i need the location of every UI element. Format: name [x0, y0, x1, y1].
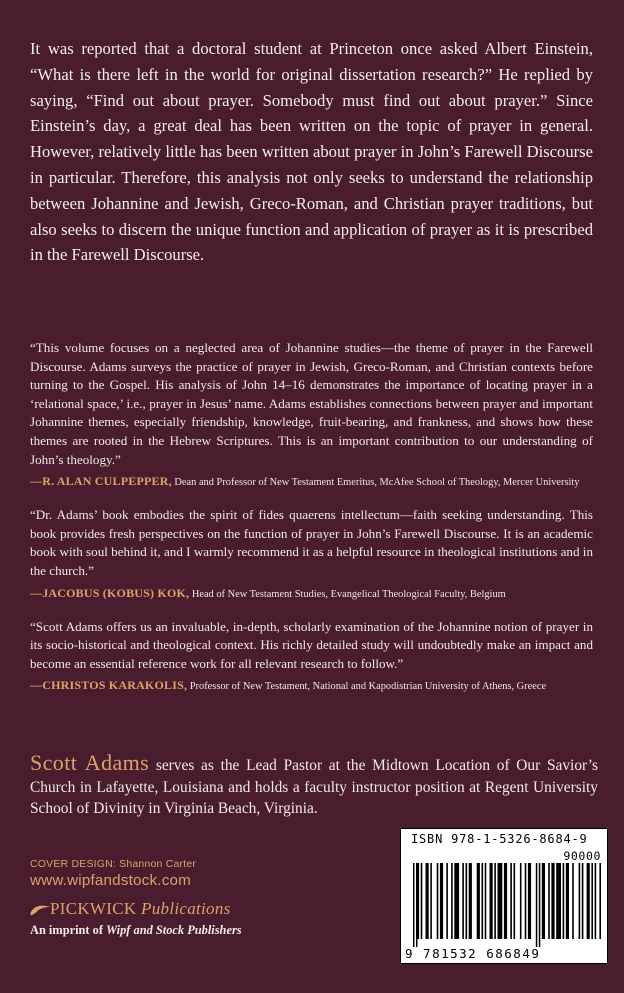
endorsement-quote: “This volume focuses on a neglected area of Johannine studies—the theme of prayer in the Farewell Discourse. Adams surveys the practice of prayer in Jewish, Greco-Roman, and Christian contexts before turning to the Gospel. His analysis of John 14–16 demonstrates the importance of locating prayer in a ‘relational space,’ i.e., prayer in Jesus’ name. Adams establishes connections between prayer and important Johannine themes, especially friendship, knowledge, fruit-bearing, and frankness, and shows how these themes are rooted in the Hebrew Scriptures. This is an important contribution to our understanding of John’s theology.” [30, 340, 593, 467]
publisher-website: www.wipfandstock.com [30, 872, 191, 889]
publisher-name-italic: Publications [141, 899, 231, 918]
price-code: 90000 [563, 849, 601, 863]
endorser-title: Professor of New Testament, National and Kapodistrian University of Athens, Greece [189, 681, 547, 693]
imprint-line [30, 923, 242, 938]
barcode-bars [411, 863, 601, 949]
publisher-name-caps: PICKWICK [50, 899, 137, 918]
book-description: It was reported that a doctoral student at Princeton once asked Albert Einstein, “What is there left in the world for original dissertation research?” He replied by saying, “Find out about prayer. Somebody must find out about prayer.” Since Einstein’s day, a great deal has been written on the topic of prayer in general. However, relatively little has been written about prayer in John’s Farewell Discourse in particular. Therefore, this analysis not only seeks to understand the relationship between Johannine and Jewish, Greco-Roman, and Christian prayer traditions, but also seeks to discern the unique function and application of prayer as it is prescribed in the Farewell Discourse. [30, 39, 593, 265]
endorser-title: Dean and Professor of New Testament Emeritus, McAfee School of Theology, Mercer University [174, 477, 580, 489]
endorsement [30, 339, 593, 492]
author-name: Scott Adams [30, 750, 150, 775]
endorser-name: —CHRISTOS KARAKOLIS, [30, 678, 188, 693]
endorsement [30, 618, 593, 697]
endorsement-quote: “Scott Adams offers us an invaluable, in-depth, scholarly examination of the Johannine notion of prayer in its socio-historical and theological context. His richly detailed study will undoubtedly make an impact and become an essential reference work for all relevant research to follow.” [30, 618, 593, 671]
endorsement [30, 506, 593, 603]
endorsements [30, 339, 593, 710]
endorsement-attribution [30, 584, 593, 604]
isbn-label: ISBN 978-1-5326-8684-9 [411, 832, 588, 846]
isbn-barcode [400, 828, 608, 964]
cover-design-credit: COVER DESIGN: Shannon Carter [30, 858, 197, 870]
endorser-name: —JACOBUS (KOBUS) KOK, [30, 585, 190, 600]
pickwick-logo-icon [28, 902, 52, 918]
imprint-prefix: An imprint of [30, 923, 107, 937]
publisher-name [50, 899, 231, 919]
author-bio-text: serves as the Lead Pastor at the Midtown Location of Our Savior’s Church in Lafayette, Louisiana and holds a faculty instructor position at Regent University School of Divinity in Virginia Beach, Virginia. [30, 757, 598, 817]
endorsement-quote: “Dr. Adams’ book embodies the spirit of fides quaerens intellectum—faith seeking understanding. This book provides fresh perspectives on the function of prayer in John’s Farewell Discourse. It is an academic book with soul behind it, and I warmly recommend it as a helpful resource in theological institutions and in the church.” [30, 507, 593, 578]
endorser-name: —R. ALAN CULPEPPER, [30, 474, 172, 489]
barcode-digits: 9 781532 686849 [405, 946, 541, 961]
imprint-publisher: Wipf and Stock Publishers [106, 923, 242, 937]
endorsement-attribution [30, 472, 593, 492]
endorsement-attribution [30, 676, 593, 696]
endorser-title: Head of New Testament Studies, Evangelical Theological Faculty, Belgium [191, 588, 506, 600]
author-bio [30, 752, 598, 820]
publisher-block [28, 899, 288, 941]
